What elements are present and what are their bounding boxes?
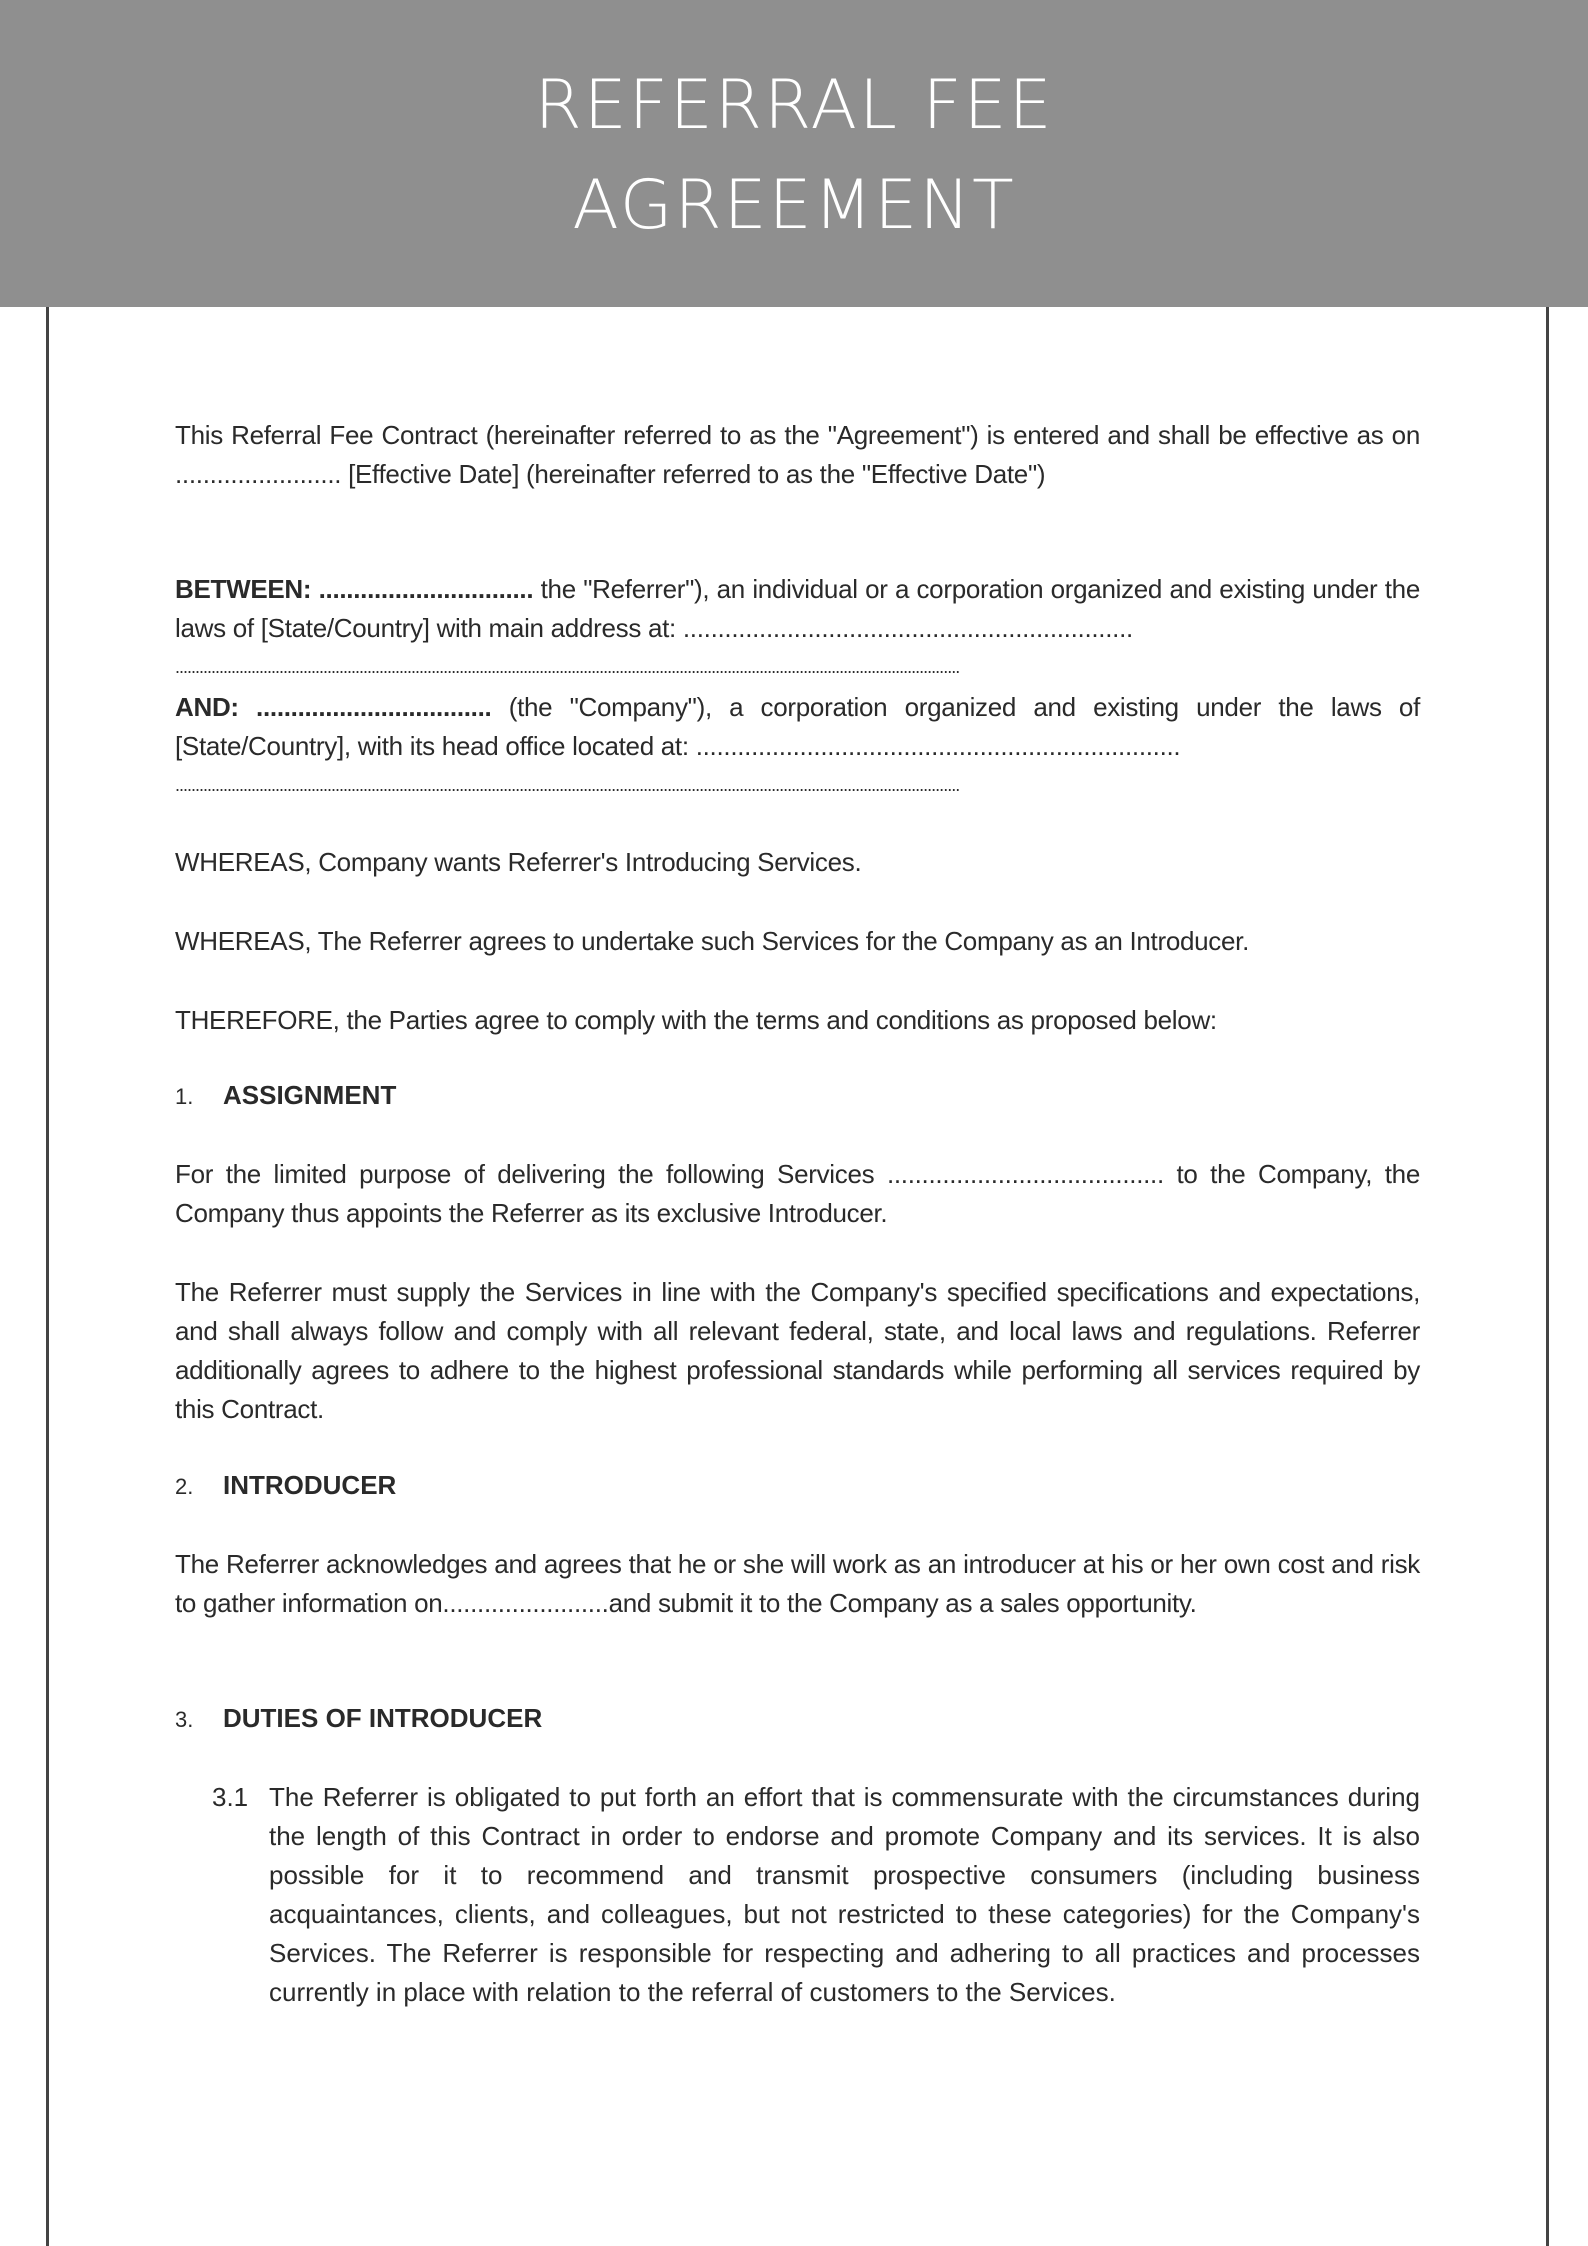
- whereas-2: WHEREAS, The Referrer agrees to undertake such Services for the Company as an Introducer.: [175, 926, 1250, 956]
- and-dots-line: ....................................................................................................................................................................................................: [175, 775, 960, 795]
- therefore-clause: THEREFORE, the Parties agree to comply with the terms and conditions as proposed below:: [175, 1005, 1217, 1035]
- section-heading-introducer: [175, 1466, 396, 1506]
- and-label: AND: ..................................: [175, 692, 492, 722]
- section-title: INTRODUCER: [223, 1470, 397, 1500]
- subsection-3-1: [212, 1778, 1420, 2012]
- section-number: 3.: [175, 1707, 194, 1732]
- assignment-paragraph-2: The Referrer must supply the Services in line with the Company's specified specifications and expectations, and shall always follow and comply with all relevant federal, state, and local laws and regulations. Referrer additionally agrees to adhere to the highest professional standards while performing all services required by this Contract.: [175, 1277, 1420, 1424]
- subsection-text: The Referrer is obligated to put forth an effort that is commensurate with the circumstances during the length of this Contract in order to endorse and promote Company and its services. It is also possible for it to recommend and transmit prospective consumers (including business acquaintances, clients, and colleagues, but not restricted to these categories) for the Company's Services. The Referrer is responsible for respecting and adhering to all practices and processes currently in place with relation to the referral of customers to the Services.: [269, 1782, 1420, 2007]
- between-label: BETWEEN: ...............................: [175, 574, 534, 604]
- page-border-left: [46, 307, 49, 2246]
- page-border-right: [1546, 307, 1549, 2246]
- section-heading-assignment: [175, 1076, 396, 1116]
- section-title: DUTIES OF INTRODUCER: [223, 1703, 543, 1733]
- section-number: 1.: [175, 1084, 194, 1109]
- whereas-1: WHEREAS, Company wants Referrer's Introducing Services.: [175, 847, 862, 877]
- document-title-line-1: REFERRAL FEE: [534, 66, 1054, 145]
- between-paragraph: [175, 570, 1420, 648]
- section-heading-duties: [175, 1699, 542, 1739]
- section-number: 2.: [175, 1474, 194, 1499]
- document-title-line-2: AGREEMENT: [572, 166, 1016, 245]
- between-text: the "Referrer"), an individual or a corporation organized and existing under the laws of [State/Country] with main address at: .................................................................: [175, 574, 1420, 643]
- introducer-paragraph: The Referrer acknowledges and agrees that he or she will work as an introducer at his or her own cost and risk to gather information on........................and submit it to the Company as a sales opportunity.: [175, 1549, 1420, 1618]
- and-paragraph: [175, 688, 1420, 766]
- subsection-number: 3.1: [212, 1782, 249, 1812]
- header-banner: [0, 0, 1588, 307]
- section-title: ASSIGNMENT: [223, 1080, 397, 1110]
- intro-paragraph: This Referral Fee Contract (hereinafter referred to as the "Agreement") is entered and shall be effective as on ........................ [Effective Date] (hereinafter referred to as the "Effective Date"): [175, 420, 1420, 489]
- assignment-paragraph-1: For the limited purpose of delivering the following Services ........................................ to the Company, the Company thus appoints the Referrer as its exclusive Introducer.: [175, 1159, 1420, 1228]
- between-dots-line: ....................................................................................................................................................................................................: [175, 657, 960, 677]
- and-text: (the "Company"), a corporation organized and existing under the laws of [State/Country], with its head office located at: ......................................................................: [175, 692, 1420, 761]
